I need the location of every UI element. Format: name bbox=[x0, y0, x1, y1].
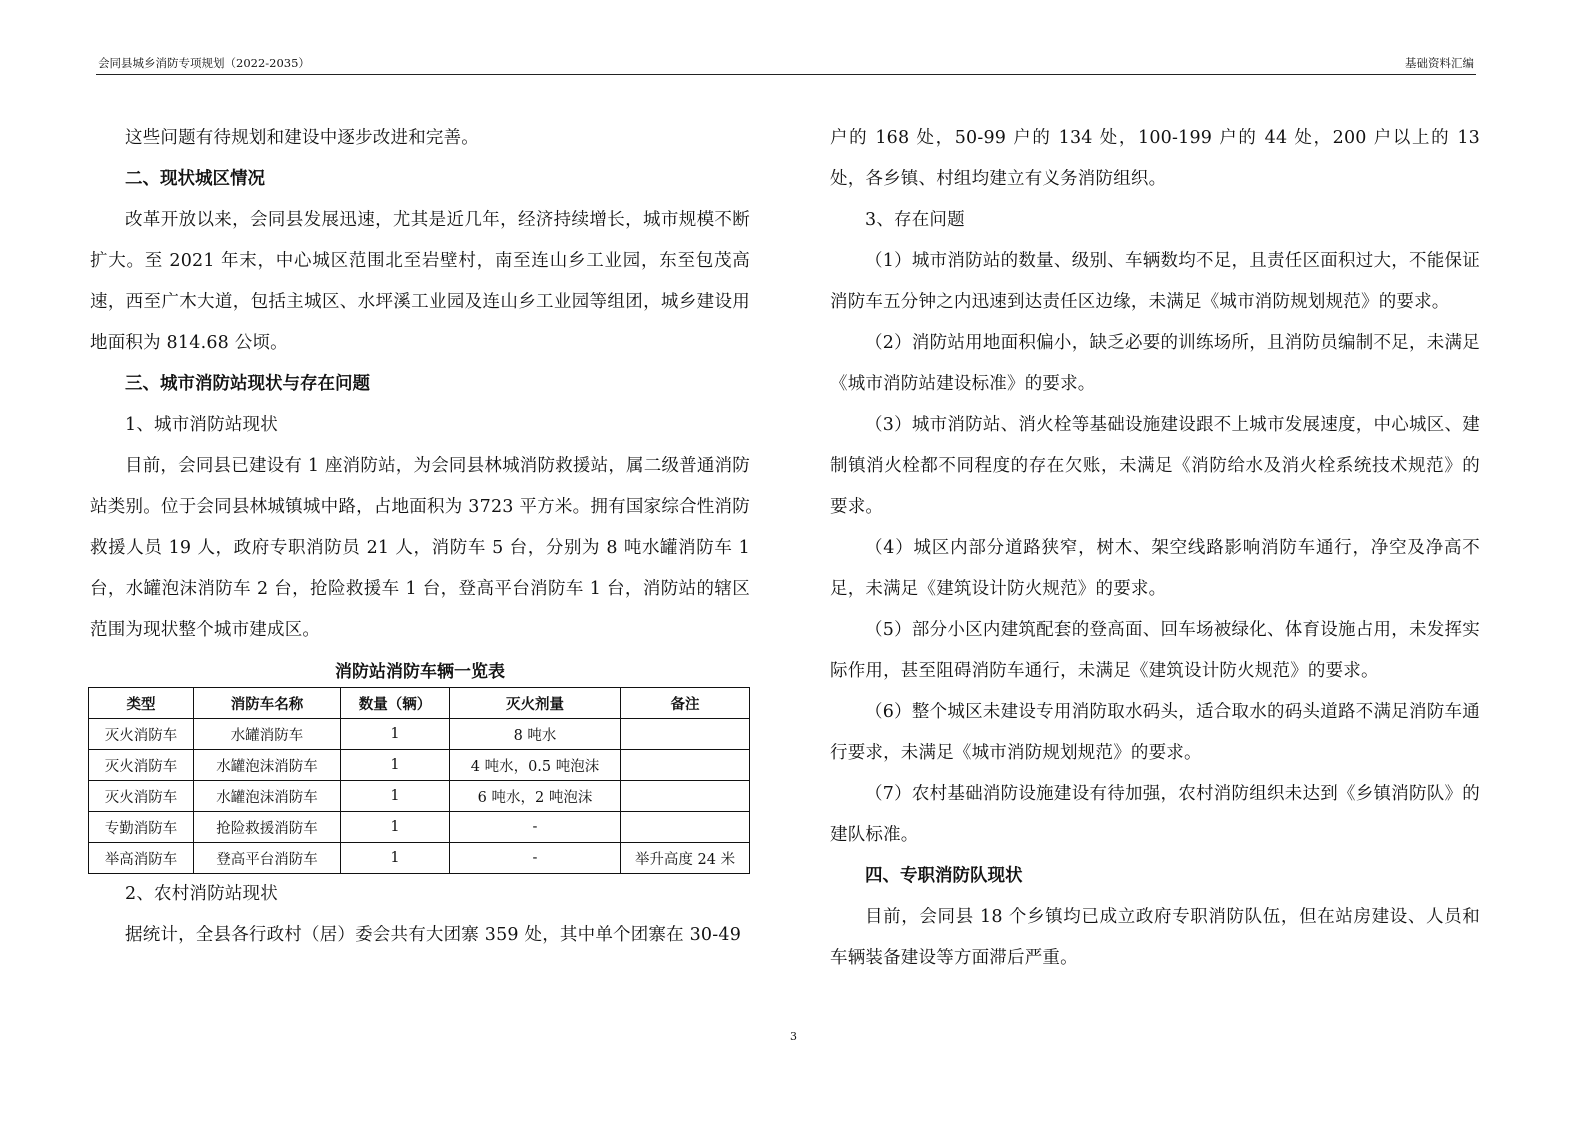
table-cell: - bbox=[450, 812, 621, 843]
paragraph: 这些问题有待规划和建设中逐步改进和完善。 bbox=[125, 128, 479, 148]
paragraph: 据统计，全县各行政村（居）委会共有大团寨 359 处，其中单个团寨在 30-49 bbox=[125, 925, 742, 945]
table-header-cell: 备注 bbox=[621, 688, 750, 719]
issue-item: （7）农村基础消防设施建设有待加强，农村消防组织未达到《乡镇消防队》的建队标准。 bbox=[830, 784, 1480, 845]
table-cell bbox=[621, 750, 750, 781]
table-header-cell: 灭火剂量 bbox=[450, 688, 621, 719]
paragraph: 目前，会同县已建设有 1 座消防站，为会同县林城消防救援站，属二级普通消防站类别。位于会同县林城镇城中路，占地面积为 3723 平方米。拥有国家综合性消防救援人员 19 人，政府专职消防员 21 人，消防车 5 台，分别为 8 吨水罐消防车 1 台，水罐泡沫消防车 2 台，抢险救援车 1 台，登高平台消防车 1 台，消防站的辖区范围为现状整个城市建成区。 bbox=[90, 456, 750, 640]
right-column bbox=[830, 118, 1480, 979]
issue-item: （5）部分小区内建筑配套的登高面、回车场被绿化、体育设施占用，未发挥实际作用，甚至阻碍消防车通行，未满足《建筑设计防火规范》的要求。 bbox=[830, 620, 1480, 681]
table-cell: 水罐泡沫消防车 bbox=[194, 750, 341, 781]
table-cell: 灭火消防车 bbox=[89, 719, 194, 750]
table-header-cell: 数量（辆） bbox=[341, 688, 450, 719]
table-cell: 1 bbox=[341, 843, 450, 874]
table-cell bbox=[621, 812, 750, 843]
table-cell: 水罐泡沫消防车 bbox=[194, 781, 341, 812]
section-heading: 四、专职消防队现状 bbox=[865, 866, 1023, 886]
paragraph: 改革开放以来，会同县发展迅速，尤其是近几年，经济持续增长，城市规模不断扩大。至 2021 年末，中心城区范围北至岩壁村，南至连山乡工业园，东至包茂高速，西至广木大道，包括主城区、水坪溪工业园及连山乡工业园等组团，城乡建设用地面积为 814.68 公顷。 bbox=[90, 210, 750, 353]
table-cell: 4 吨水，0.5 吨泡沫 bbox=[450, 750, 621, 781]
table-cell: - bbox=[450, 843, 621, 874]
subsection-heading: 1、城市消防站现状 bbox=[125, 415, 278, 435]
table-cell: 登高平台消防车 bbox=[194, 843, 341, 874]
table-cell: 1 bbox=[341, 719, 450, 750]
page-number: 3 bbox=[790, 1030, 797, 1043]
table-header-cell: 消防车名称 bbox=[194, 688, 341, 719]
issue-item: （1）城市消防站的数量、级别、车辆数均不足，且责任区面积过大，不能保证消防车五分钟之内迅速到达责任区边缘，未满足《城市消防规划规范》的要求。 bbox=[830, 251, 1480, 312]
table-cell: 1 bbox=[341, 781, 450, 812]
table-cell: 1 bbox=[341, 812, 450, 843]
issue-item: （4）城区内部分道路狭窄，树木、架空线路影响消防车通行，净空及净高不足，未满足《建筑设计防火规范》的要求。 bbox=[830, 538, 1480, 599]
header-section: 基础资料汇编 bbox=[1405, 56, 1474, 70]
header-title: 会同县城乡消防专项规划（2022-2035） bbox=[98, 56, 310, 70]
table-cell: 6 吨水，2 吨泡沫 bbox=[450, 781, 621, 812]
table-cell: 1 bbox=[341, 750, 450, 781]
issue-item: （6）整个城区未建设专用消防取水码头，适合取水的码头道路不满足消防车通行要求，未满足《城市消防规划规范》的要求。 bbox=[830, 702, 1480, 763]
table-row bbox=[89, 843, 750, 874]
table-cell: 专勤消防车 bbox=[89, 812, 194, 843]
subsection-heading: 3、存在问题 bbox=[865, 210, 965, 230]
table-cell: 灭火消防车 bbox=[89, 750, 194, 781]
table-cell: 8 吨水 bbox=[450, 719, 621, 750]
left-column bbox=[90, 118, 750, 956]
table-row bbox=[89, 812, 750, 843]
page-header bbox=[96, 52, 1476, 75]
paragraph: 户的 168 处，50-99 户的 134 处，100-199 户的 44 处，200 户以上的 13 处，各乡镇、村组均建立有义务消防组织。 bbox=[830, 128, 1480, 189]
table-cell bbox=[621, 781, 750, 812]
table-cell: 水罐消防车 bbox=[194, 719, 341, 750]
table-row bbox=[89, 750, 750, 781]
table-row bbox=[89, 781, 750, 812]
table-cell bbox=[621, 719, 750, 750]
table-cell: 举高消防车 bbox=[89, 843, 194, 874]
table-cell: 灭火消防车 bbox=[89, 781, 194, 812]
table-cell: 抢险救援消防车 bbox=[194, 812, 341, 843]
section-heading: 二、现状城区情况 bbox=[125, 169, 265, 189]
issue-item: （2）消防站用地面积偏小，缺乏必要的训练场所，且消防员编制不足，未满足《城市消防站建设标准》的要求。 bbox=[830, 333, 1480, 394]
table-header-row bbox=[89, 688, 750, 719]
fire-vehicle-table bbox=[88, 687, 750, 874]
table-title: 消防站消防车辆一览表 bbox=[335, 662, 505, 682]
paragraph: 目前，会同县 18 个乡镇均已成立政府专职消防队伍，但在站房建设、人员和车辆装备建设等方面滞后严重。 bbox=[830, 907, 1480, 968]
subsection-heading: 2、农村消防站现状 bbox=[125, 884, 278, 904]
table-row bbox=[89, 719, 750, 750]
issue-item: （3）城市消防站、消火栓等基础设施建设跟不上城市发展速度，中心城区、建制镇消火栓都不同程度的存在欠账，未满足《消防给水及消火栓系统技术规范》的要求。 bbox=[830, 415, 1480, 517]
table-header-cell: 类型 bbox=[89, 688, 194, 719]
section-heading: 三、城市消防站现状与存在问题 bbox=[125, 374, 370, 394]
table-cell: 举升高度 24 米 bbox=[621, 843, 750, 874]
